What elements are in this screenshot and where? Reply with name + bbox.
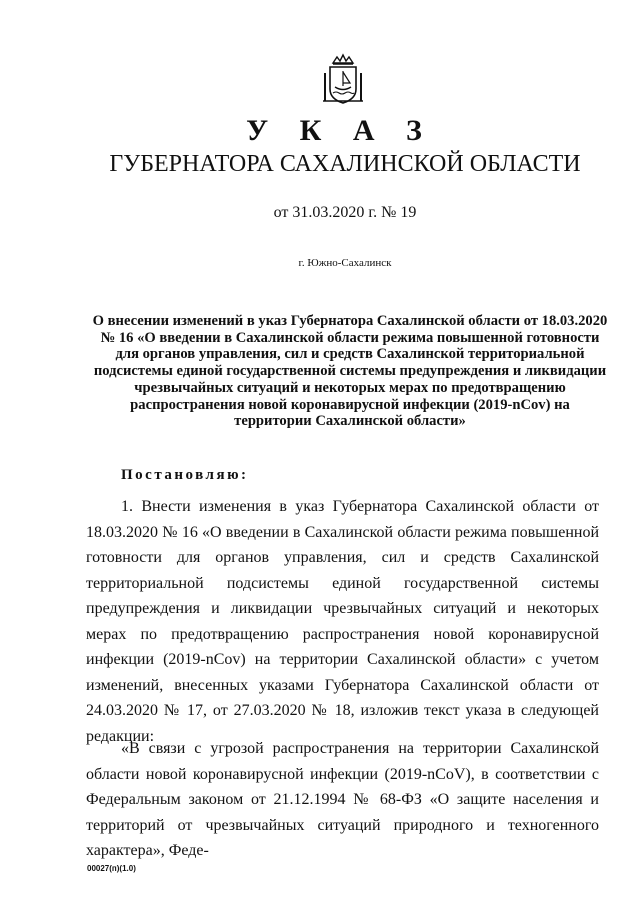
document-type-title: У К А З (246, 114, 434, 147)
decree-word: Постановляю: (121, 467, 249, 483)
coat-of-arms-icon (321, 53, 365, 107)
date-number-line: от 31.03.2020 г. № 19 (273, 204, 417, 221)
paragraph-2: «В связи с угрозой распространения на территории Сахалинской области новой коронавирусной инфекции (2019-nCoV), в соответствии с Федеральным законом от 21.12.1994 № 68-ФЗ «О защите населения и территорий от чрезвычайных ситуаций природного и техногенного характера», Феде- (86, 740, 599, 859)
footer-document-code: 00027(п)(1.0) (87, 864, 136, 873)
paragraph-1: 1. Внести изменения в указ Губернатора Сахалинской области от 18.03.2020 № 16 «О введении в Сахалинской области режима повышенной готовности для органов управления, сил и средств Сахалинской территориальной подсистемы единой государственной системы предупреждения и ликвидации чрезвычайных ситуаций и некоторых мерах по предотвращению распространения новой коронавирусной инфекции (2019-nCov) на территории Сахалинской области» с учетом изменений, внесенных указами Губернатора Сахалинской области от 24.03.2020 № 17, от 27.03.2020 № 18, изложив текст указа в следующей редакции: (86, 498, 599, 745)
decree-subject: О внесении изменений в указ Губернатора Сахалинской области от 18.03.2020 № 16 «О введении в Сахалинской области режима повышенной готовности для органов управления, сил и средств Сахалинской территориальной подсистемы единой государственной системы предупреждения и ликвидации чрезвычайных ситуаций и некоторых мерах по предотвращению распространения новой коронавирусной инфекции (2019-nCov) на территории Сахалинской области» (92, 313, 608, 430)
city-line: г. Южно-Сахалинск (298, 257, 392, 269)
issuer-title: ГУБЕРНАТОРА САХАЛИНСКОЙ ОБЛАСТИ (109, 151, 581, 177)
